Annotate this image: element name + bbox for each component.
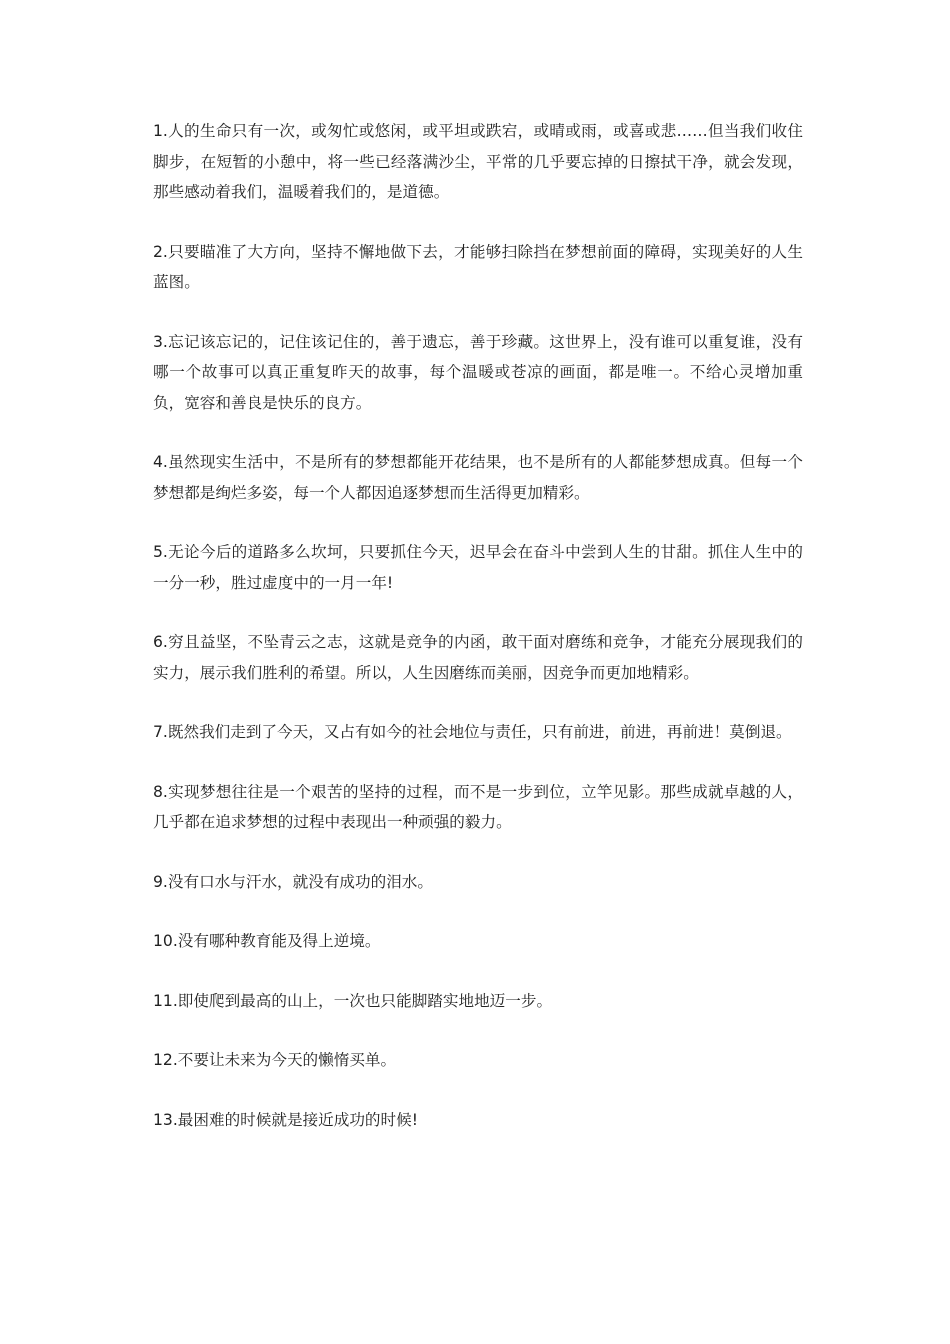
paragraph-5: 5.无论今后的道路多么坎坷，只要抓住今天，迟早会在奋斗中尝到人生的甘甜。抓住人生中的一分一秒，胜过虚度中的一月一年! — [153, 543, 803, 592]
paragraph-12: 12.不要让未来为今天的懒惰买单。 — [153, 1051, 397, 1069]
paragraph-13: 13.最困难的时候就是接近成功的时候! — [153, 1110, 418, 1129]
paragraph-7: 7.既然我们走到了今天，又占有如今的社会地位与责任，只有前进，前进，再前进！莫倒退。 — [153, 723, 792, 741]
paragraph-3: 3.忘记该忘记的，记住该记住的，善于遗忘，善于珍藏。这世界上，没有谁可以重复谁，没有哪一个故事可以真正重复昨天的故事，每个温暖或苍凉的画面，都是唯一。不给心灵增加重负，宽容和善良是快乐的良方。 — [153, 332, 803, 412]
paragraph-6: 6.穷且益坚，不坠青云之志，这就是竞争的内函，敢干面对磨练和竞争，才能充分展现我们的实力，展示我们胜利的希望。所以，人生因磨练而美丽，因竞争而更加地精彩。 — [153, 633, 803, 682]
paragraph-9: 9.没有口水与汗水，就没有成功的泪水。 — [153, 872, 433, 891]
paragraph-1: 1.人的生命只有一次，或匆忙或悠闲，或平坦或跌宕，或晴或雨，或喜或悲……但当我们收住脚步，在短暂的小憩中，将一些已经落满沙尘，平常的几乎要忘掉的日擦拭干净，就会发现，那些感动着我们，温暖着我们的，是道德。 — [153, 122, 803, 201]
paragraph-11: 11.即使爬到最高的山上，一次也只能脚踏实地地迈一步。 — [153, 991, 553, 1010]
paragraph-8: 8.实现梦想往往是一个艰苦的坚持的过程，而不是一步到位，立竿见影。那些成就卓越的人，几乎都在追求梦想的过程中表现出一种顽强的毅力。 — [153, 782, 803, 831]
paragraph-10: 10.没有哪种教育能及得上逆境。 — [153, 932, 381, 950]
paragraph-4: 4.虽然现实生活中，不是所有的梦想都能开花结果，也不是所有的人都能梦想成真。但每一个梦想都是绚烂多姿，每一个人都因追逐梦想而生活得更加精彩。 — [153, 453, 803, 502]
paragraph-2: 2.只要瞄准了大方向，坚持不懈地做下去，才能够扫除挡在梦想前面的障碍，实现美好的人生蓝图。 — [153, 242, 803, 291]
document-body — [153, 116, 803, 1164]
